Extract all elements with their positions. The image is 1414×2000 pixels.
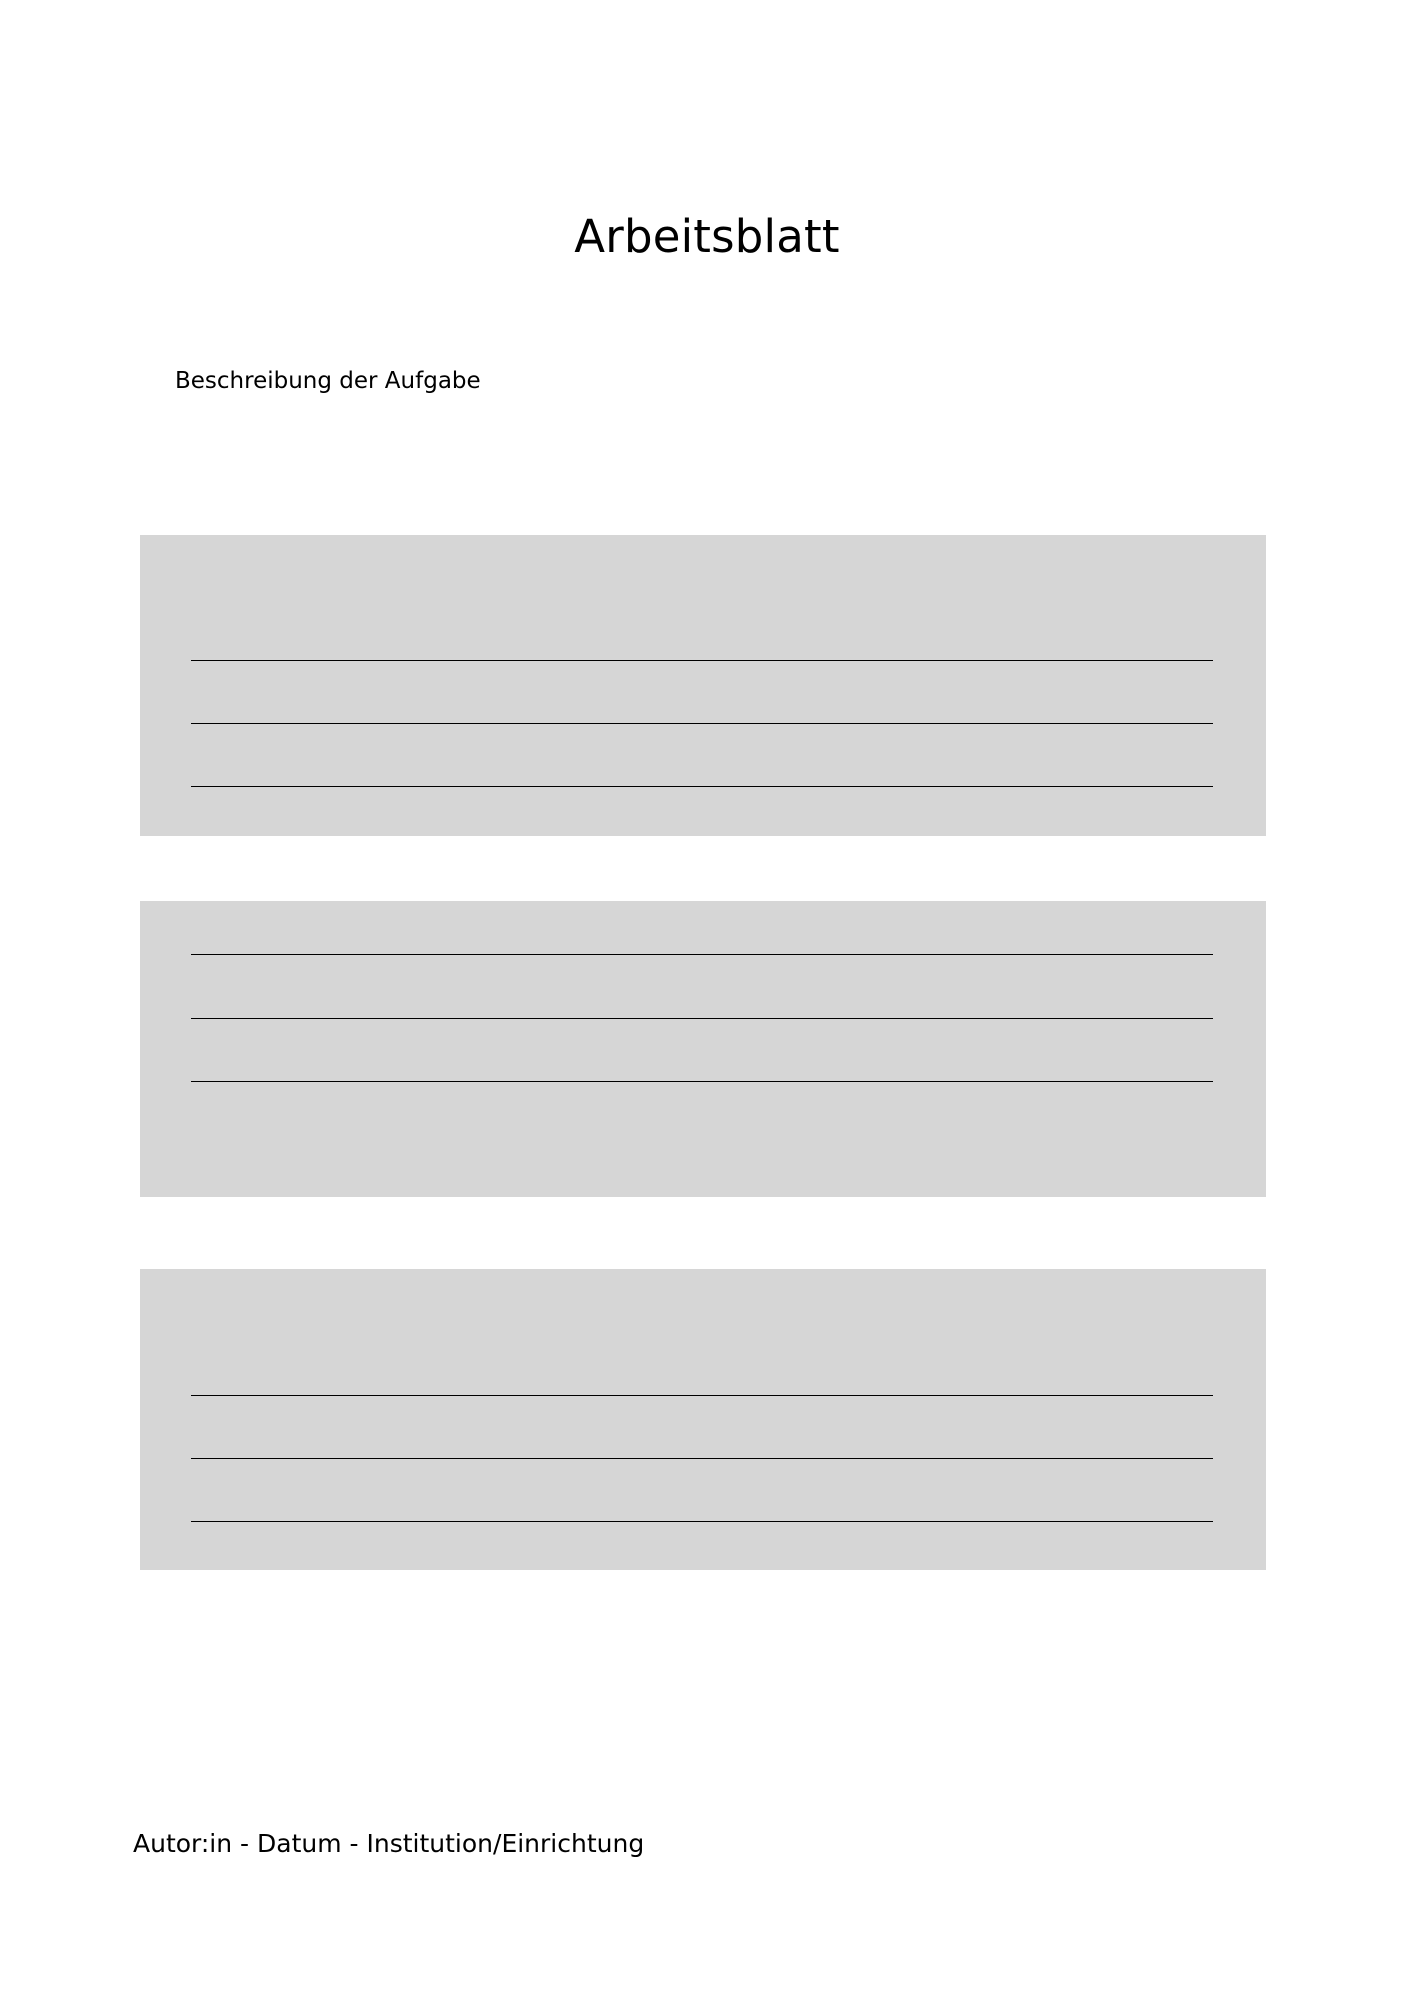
answer-area-3[interactable]	[140, 1269, 1266, 1570]
writing-line	[191, 1395, 1213, 1396]
writing-line	[191, 1018, 1213, 1019]
writing-line	[191, 1458, 1213, 1459]
writing-line	[191, 786, 1213, 787]
answer-area-2[interactable]	[140, 901, 1266, 1197]
writing-line	[191, 660, 1213, 661]
footer-credit: Autor:in - Datum - Institution/Einrichtung	[133, 1829, 645, 1858]
task-description-label: Beschreibung der Aufgabe	[175, 368, 481, 394]
writing-line	[191, 723, 1213, 724]
writing-line	[191, 1521, 1213, 1522]
answer-area-1[interactable]	[140, 535, 1266, 836]
page-title: Arbeitsblatt	[574, 210, 840, 263]
writing-line	[191, 1081, 1213, 1082]
writing-line	[191, 954, 1213, 955]
